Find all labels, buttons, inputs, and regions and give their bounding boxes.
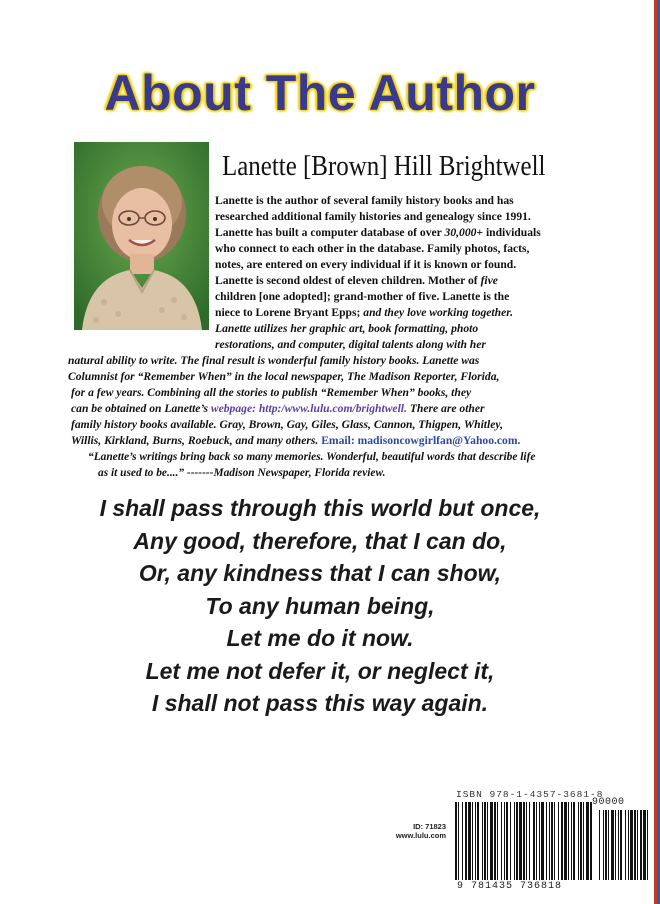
poem-line: I shall pass through this world but once,: [99, 495, 541, 521]
barcode-bar: [536, 802, 537, 880]
poem-line: Or, any kindness that I can show,: [138, 560, 502, 586]
barcode-bar: [497, 802, 498, 880]
barcode-addon-bar: [634, 810, 636, 880]
barcode-bar: [494, 802, 496, 880]
barcode-bar: [468, 802, 471, 880]
bio-line-11: natural ability to write. The final result is wonderful family history books. Lanette was: [68, 354, 480, 367]
barcode-bar: [465, 802, 467, 880]
author-name: Lanette [Brown] Hill Brightwell: [222, 150, 546, 182]
bio-line-4: who connect to each other in the database. Family photos, facts,: [215, 242, 530, 255]
barcode-bar: [539, 802, 540, 880]
bio-line-7: children [one adopted]; grand-mother of five. Lanette is the: [215, 290, 510, 303]
author-photo: [74, 142, 209, 330]
barcode-addon-bar: [615, 810, 616, 880]
barcode-bar: [490, 802, 493, 880]
barcode-bar: [561, 802, 563, 880]
barcode-addon-bar: [611, 810, 614, 880]
page-title: About The Author: [104, 65, 536, 121]
bio-line-16: Willis, Kirkland, Burns, Roebuck, and many others. Email: madisoncowgirlfan@Yahoo.com.: [71, 434, 521, 447]
author-portrait-illustration: [74, 142, 209, 330]
barcode-bar: [590, 802, 592, 880]
poem-line: Let me do it now.: [226, 625, 414, 651]
bio-line-15: family history books available. Gray, Brown, Gay, Giles, Glass, Cannon, Thigpen, Whitley,: [71, 418, 504, 431]
barcode-bar: [475, 802, 476, 880]
poem-line: To any human being,: [205, 592, 435, 619]
barcode-addon-bar: [643, 810, 646, 880]
barcode: [455, 802, 650, 882]
lulu-id: ID: 71823: [413, 822, 446, 831]
bio-line-8: niece to Lorene Bryant Epps; and they love working together.: [215, 306, 514, 319]
barcode-bar: [571, 802, 572, 880]
barcode-bar: [573, 802, 575, 880]
bio-line-12: Columnist for “Remember When” in the local newspaper, The Madison Reporter, Florida,: [68, 370, 500, 383]
barcode-addon-bar: [605, 810, 607, 880]
isbn-digits: 9 781435 736818: [457, 881, 563, 892]
barcode-bar: [501, 802, 502, 880]
barcode-bar: [504, 802, 505, 880]
bio-line-2: researched additional family histories and genealogy since 1991.: [215, 210, 531, 223]
price-code: 90000: [592, 797, 625, 808]
bio-line-3: Lanette has built a computer database of over 30,000+ individuals: [215, 226, 541, 239]
barcode-bar: [554, 802, 555, 880]
barcode-bar: [551, 802, 553, 880]
email-link[interactable]: Email: madisoncowgirlfan@Yahoo.com.: [321, 434, 521, 447]
barcode-addon-bar: [620, 810, 622, 880]
barcode-bar: [510, 802, 511, 880]
bio-line-10: restorations, and computer, digital talents along with her: [215, 338, 486, 351]
barcode-bar: [564, 802, 567, 880]
barcode-bar: [583, 802, 584, 880]
barcode-addon-bar: [603, 810, 604, 880]
isbn-label: ISBN 978-1-4357-3681-8: [456, 789, 604, 800]
barcode-bar: [472, 802, 473, 880]
bio-line-14: can be obtained on Lanette’s webpage: http:/www.lulu.com/brightwell. There are other: [71, 402, 485, 415]
barcode-bar: [568, 802, 569, 880]
barcode-addon-bar: [599, 810, 600, 880]
bio-line-1: Lanette is the author of several family history books and has: [215, 194, 514, 207]
bio-line-13: for a few years. Combining all the stories to publish “Remember When” books, they: [71, 386, 472, 399]
barcode-bar: [482, 802, 483, 880]
bio-line-9: Lanette utilizes her graphic art, book formatting, photo: [215, 322, 479, 335]
review-quote-line-2: as it used to be....” -------Madison Newspaper, Florida review.: [98, 467, 386, 479]
barcode-bar: [523, 802, 525, 880]
database-count: 30,000+: [444, 226, 484, 239]
barcode-bar: [580, 802, 582, 880]
barcode-bar: [546, 802, 547, 880]
barcode-addon-bar: [625, 810, 626, 880]
poem-line: I shall not pass this way again.: [151, 690, 489, 716]
barcode-bar: [519, 802, 522, 880]
barcode-bar: [533, 802, 535, 880]
barcode-addon-bar: [647, 810, 648, 880]
poem: [0, 492, 640, 720]
review-quote-line-1: “Lanette’s writings bring back so many memories. Wonderful, beautiful words that describe life: [88, 451, 536, 463]
bio-line-5: notes, are entered on every individual if it is known or found.: [215, 258, 517, 271]
webpage-link[interactable]: webpage: http:/www.lulu.com/brightwell.: [210, 402, 407, 415]
barcode-addon-bar: [637, 810, 638, 880]
barcode-bar: [514, 802, 515, 880]
barcode-addon-bar: [618, 810, 619, 880]
lulu-site: www.lulu.com: [395, 831, 446, 840]
barcode-addon-bar: [628, 810, 629, 880]
barcode-bar: [484, 802, 486, 880]
barcode-addon-bar: [608, 810, 609, 880]
barcode-bar: [516, 802, 518, 880]
barcode-bar: [458, 802, 459, 880]
barcode-bar: [487, 802, 488, 880]
barcode-bar: [586, 802, 589, 880]
barcode-bar: [462, 802, 463, 880]
poem-line: Any good, therefore, that I can do,: [133, 527, 507, 554]
barcode-bar: [541, 802, 544, 880]
barcode-bar: [455, 802, 457, 880]
barcode-bar: [529, 802, 530, 880]
poem-line: Let me not defer it, or neglect it,: [145, 657, 495, 684]
barcode-bar: [558, 802, 559, 880]
lulu-id-block: [384, 822, 446, 840]
barcode-bar: [506, 802, 508, 880]
barcode-bar: [526, 802, 527, 880]
barcode-bar: [578, 802, 579, 880]
barcode-bar: [477, 802, 479, 880]
barcode-addon-bar: [630, 810, 633, 880]
bio-line-6: Lanette is second oldest of eleven children. Mother of five: [215, 274, 498, 287]
barcode-bar: [549, 802, 550, 880]
barcode-addon-bar: [640, 810, 642, 880]
